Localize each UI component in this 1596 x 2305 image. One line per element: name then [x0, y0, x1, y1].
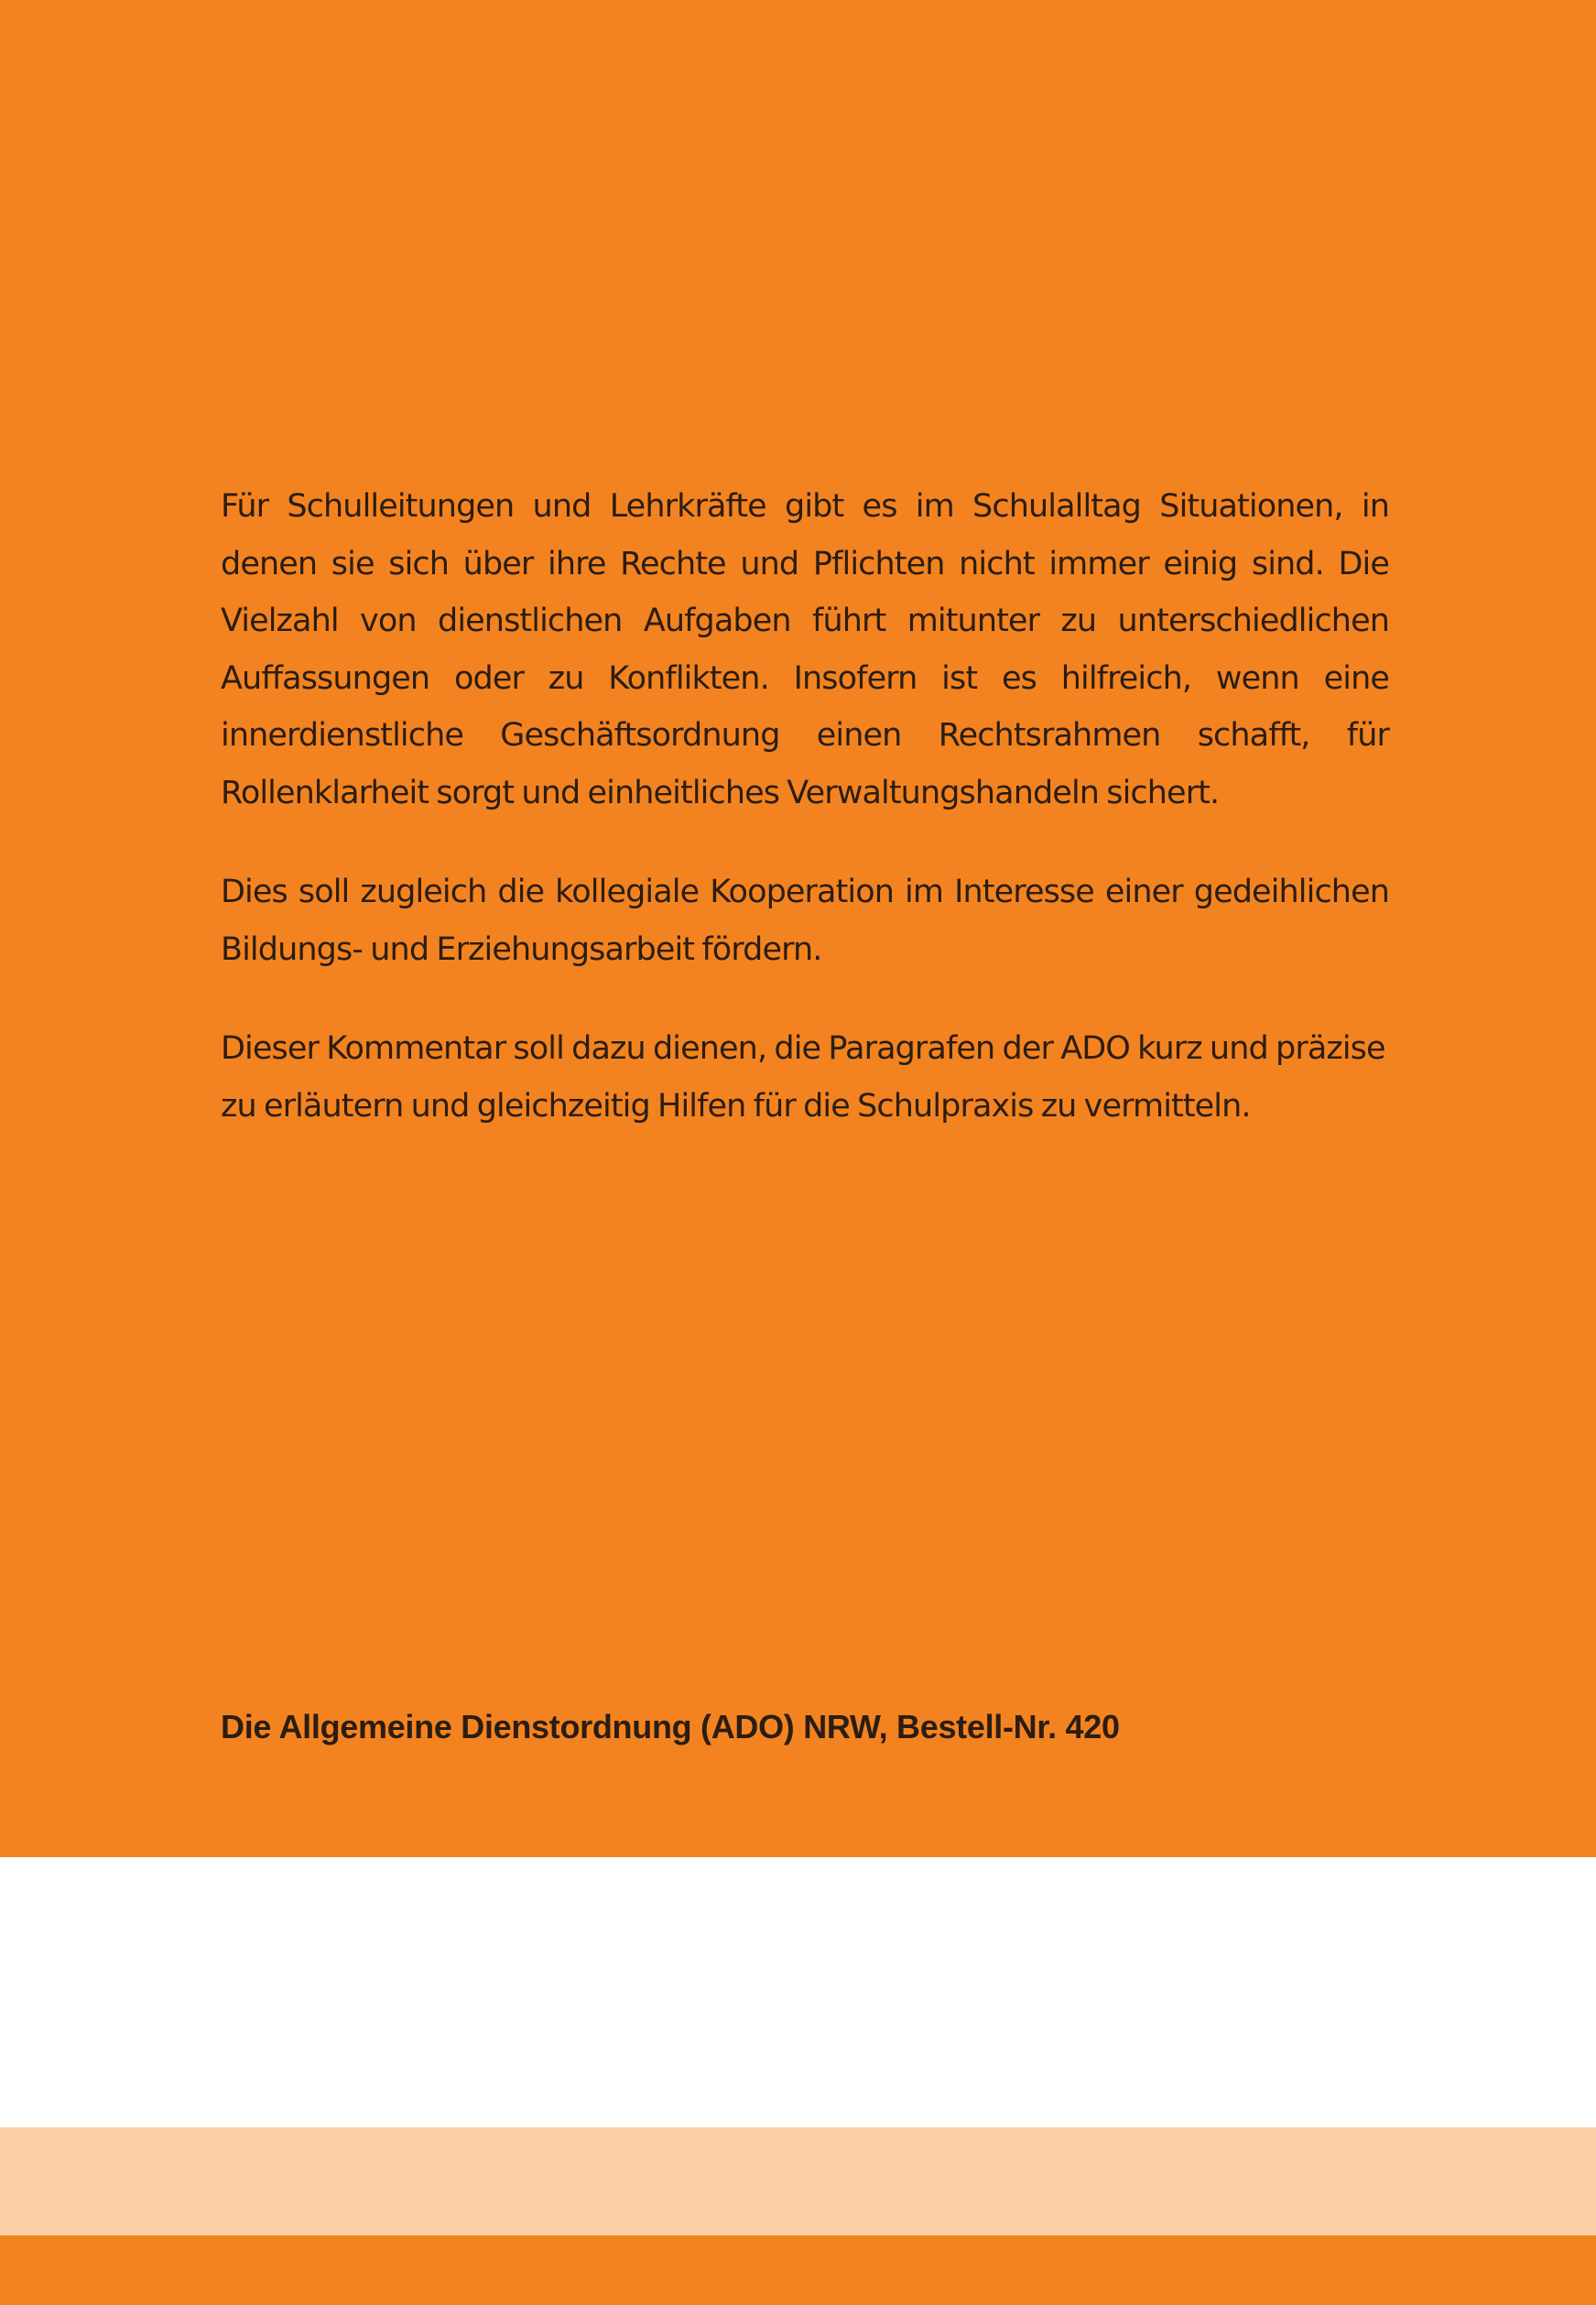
- peach-stripe: [0, 2127, 1596, 2235]
- order-reference: Die Allgemeine Dienstordnung (ADO) NRW, Bestell-Nr. 420: [221, 1708, 1120, 1745]
- paragraph-cooperation: Dies soll zugleich die kollegiale Kooperation im Interesse einer gedeihlichen Bildungs- und Erziehungsarbeit fördern.: [221, 874, 1389, 968]
- paragraph-intro: Für Schulleitungen und Lehrkräfte gibt es im Schulalltag Situationen, in denen sie sich über ihre Rechte und Pflichten nicht immer einig sind. Die Vielzahl von dienstlichen Aufgaben führt mitunter zu unterschiedlichen Auffassungen oder zu Konflikten. Insofern ist es hilfreich, wenn eine innerdienstliche Geschäftsordnung einen Rechtsrahmen schafft, für Rollenklarheit sorgt und einheitliches Verwaltungshandeln sichert.: [221, 488, 1389, 811]
- white-band: [0, 1857, 1596, 2127]
- description-text: [221, 478, 1389, 1177]
- orange-bottom-stripe: [0, 2235, 1596, 2305]
- paragraph-commentary: Dieser Kommentar soll dazu dienen, die Paragrafen der ADO kurz und präzise zu erläutern und gleichzeitig Hilfen für die Schulpraxis zu vermitteln.: [221, 1030, 1385, 1125]
